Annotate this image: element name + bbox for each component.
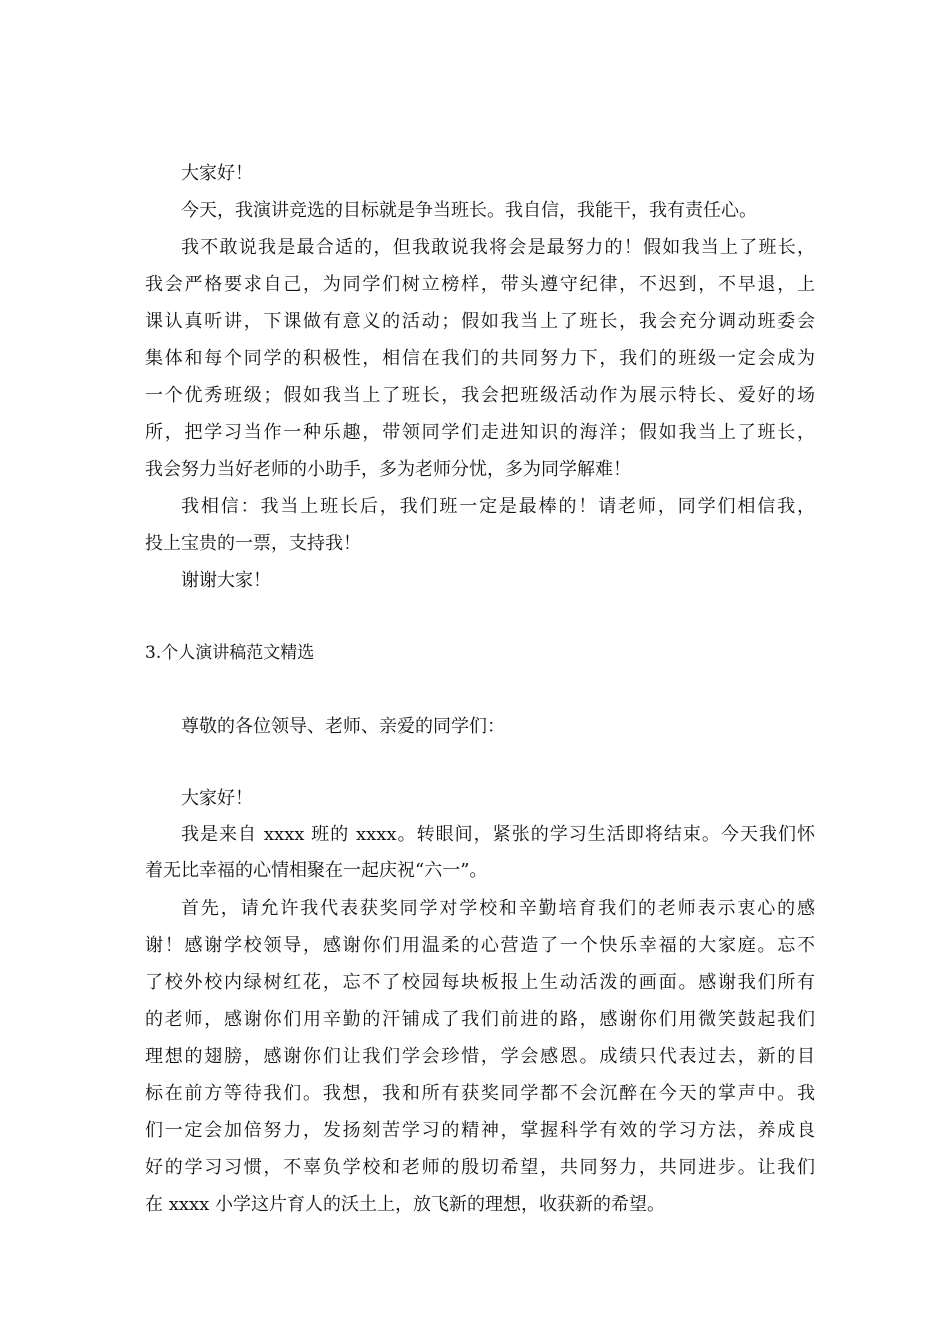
paragraph-line: 们一定会加倍努力，发扬刻苦学习的精神，掌握科学有效的学习方法，养成良	[145, 1120, 815, 1141]
salutation-line: 尊敬的各位领导、老师、亲爱的同学们：	[181, 716, 505, 737]
paragraph-line: 集体和每个同学的积极性，相信在我们的共同努力下，我们的班级一定会成为	[145, 348, 815, 369]
paragraph-line: 课认真听讲，下课做有意义的活动；假如我当上了班长，我会充分调动班委会	[145, 311, 815, 332]
paragraph-line: 我会努力当好老师的小助手，多为老师分忧，多为同学解难！	[145, 459, 631, 480]
section-heading: 3.个人演讲稿范文精选	[145, 643, 315, 663]
paragraph-line: 一个优秀班级；假如我当上了班长，我会把班级活动作为展示特长、爱好的场	[145, 385, 815, 406]
paragraph-line: 在 xxxx 小学这片育人的沃土上，放飞新的理想，收获新的希望。	[145, 1194, 666, 1215]
paragraph-line: 好的学习习惯，不辜负学校和老师的殷切希望，共同努力，共同进步。让我们	[145, 1157, 815, 1178]
paragraph-line: 的老师，感谢你们用辛勤的汗铺成了我们前进的路，感谢你们用微笑鼓起我们	[145, 1009, 815, 1030]
closing-line: 谢谢大家！	[181, 570, 271, 591]
paragraph-line: 理想的翅膀，感谢你们让我们学会珍惜，学会感恩。成绩只代表过去，新的目	[145, 1046, 815, 1067]
paragraph-line: 着无比幸福的心情相聚在一起庆祝“六一”。	[145, 860, 488, 881]
paragraph-line: 所，把学习当作一种乐趣，带领同学们走进知识的海洋；假如我当上了班长，	[145, 422, 815, 443]
paragraph-line: 首先，请允许我代表获奖同学对学校和辛勤培育我们的老师表示衷心的感	[181, 898, 815, 919]
greeting-line: 大家好！	[181, 788, 253, 809]
paragraph-line: 投上宝贵的一票，支持我！	[145, 533, 361, 554]
paragraph-line: 我不敢说我是最合适的，但我敢说我将会是最努力的！假如我当上了班长，	[181, 237, 815, 258]
paragraph-line: 了校外校内绿树红花，忘不了校园每块板报上生动活泼的画面。感谢我们所有	[145, 972, 815, 993]
greeting-line: 大家好！	[181, 163, 253, 184]
paragraph-line: 我会严格要求自己，为同学们树立榜样，带头遵守纪律，不迟到，不早退，上	[145, 274, 815, 295]
paragraph-line: 我相信：我当上班长后，我们班一定是最棒的！请老师，同学们相信我，	[181, 496, 815, 517]
paragraph-line: 今天，我演讲竞选的目标就是争当班长。我自信，我能干，我有责任心。	[181, 200, 757, 221]
paragraph-line: 谢！感谢学校领导，感谢你们用温柔的心营造了一个快乐幸福的大家庭。忘不	[145, 935, 815, 956]
paragraph-line: 我是来自 xxxx 班的 xxxx。转眼间，紧张的学习生活即将结束。今天我们怀	[181, 824, 815, 845]
paragraph-line: 标在前方等待我们。我想，我和所有获奖同学都不会沉醉在今天的掌声中。我	[145, 1083, 815, 1104]
